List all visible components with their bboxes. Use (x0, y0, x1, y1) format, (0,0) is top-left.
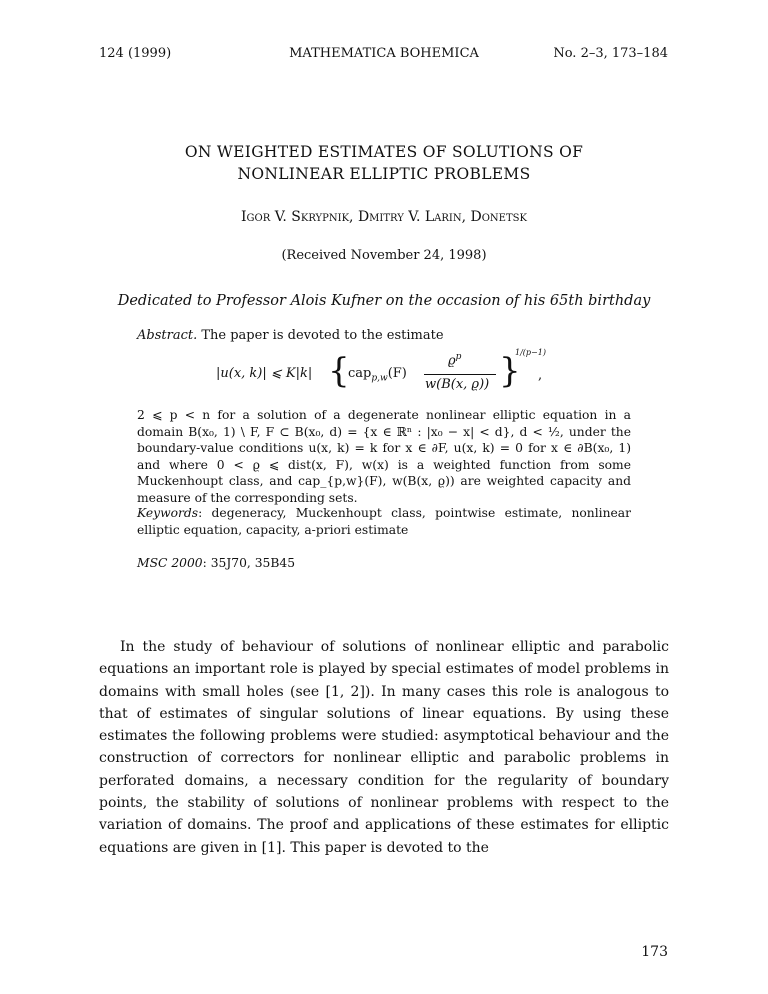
formula-denominator: w(B(x, ϱ)) (425, 377, 490, 392)
authors: Igor V. Skrypnik, Dmitry V. Larin, Donetsk (241, 209, 527, 225)
formula-trailing-comma: , (538, 368, 543, 383)
formula-fraction-bar (424, 374, 496, 375)
dedication: Dedicated to Professor Alois Kufner on the occasion of his 65th birthday (117, 293, 651, 309)
msc-classification (137, 556, 295, 570)
keywords-label: Keywords (137, 506, 199, 520)
display-formula (216, 350, 546, 400)
keywords-text: : degeneracy, Muckenhoupt class, pointwise estimate, nonlinear elliptic equation, capacity, a-priori estimate (137, 506, 631, 537)
received-date: (Received November 24, 1998) (281, 248, 487, 263)
header-journal: MATHEMATICA BOHEMICA (289, 46, 479, 61)
page-number: 173 (641, 944, 668, 960)
header-volume: 124 (1999) (99, 46, 172, 61)
formula-left-brace: { (328, 351, 350, 391)
abstract-body (137, 407, 631, 507)
header-issue: No. 2–3, 173–184 (553, 46, 668, 61)
formula-cap: cap$_{p,w}$(F) (348, 366, 407, 384)
paper-title (0, 141, 768, 185)
abstract-body-text: 2 ⩽ p < n for a solution of a degenerate nonlinear elliptic equation in a domain B(x₀, 1) \ F, F ⊂ B(x₀, d) = {x ∈ ℝⁿ : |x₀ − x| < d}, d < ½, under the boundary-value conditions u(x, k) = k for x ∈ ∂F, u(x, k) = 0 for x ∈ ∂B(x₀, 1) and where 0 < ϱ ⩽ dist(x, F), w(x) is a weighted function from some Muckenhoupt class, and cap_{p,w}(F), w(B(x, ϱ)) are weighted capacity and measure of the corresponding sets. (137, 408, 631, 505)
keywords (137, 505, 631, 538)
abstract-label: Abstract. (137, 328, 198, 343)
abstract-intro-text: The paper is devoted to the estimate (201, 328, 444, 343)
formula-outer-exponent: 1/(p−1) (515, 348, 546, 357)
abstract-intro (137, 328, 444, 343)
title-line-1: ON WEIGHTED ESTIMATES OF SOLUTIONS OF (184, 143, 584, 161)
body-paragraph-text: In the study of behaviour of solutions of nonlinear elliptic and parabolic equations an important role is played by special estimates of model problems in domains with small holes (see [1, 2]). In many cases this role is analogous to that of estimates of singular solutions of linear equations. By using these estimates the following problems were studied: asymptotical behaviour and the construction of correctors for nonlinear elliptic and parabolic problems in perforated domains, a necessary condition for the regularity of boundary points, the stability of solutions of nonlinear problems with respect to the variation of domains. The proof and applications of these estimates for elliptic equations are given in [1]. This paper is devoted to the (99, 639, 669, 856)
msc-text: : 35J70, 35B45 (202, 556, 296, 570)
formula-numerator: $ϱ^p$ (448, 352, 462, 369)
formula-right-brace: } (499, 351, 521, 391)
formula-lhs: |u(x, k)| ⩽ K|k| (216, 366, 313, 381)
body-paragraph (99, 636, 669, 859)
title-line-2: NONLINEAR ELLIPTIC PROBLEMS (237, 165, 531, 183)
msc-label: MSC 2000 (137, 556, 203, 570)
